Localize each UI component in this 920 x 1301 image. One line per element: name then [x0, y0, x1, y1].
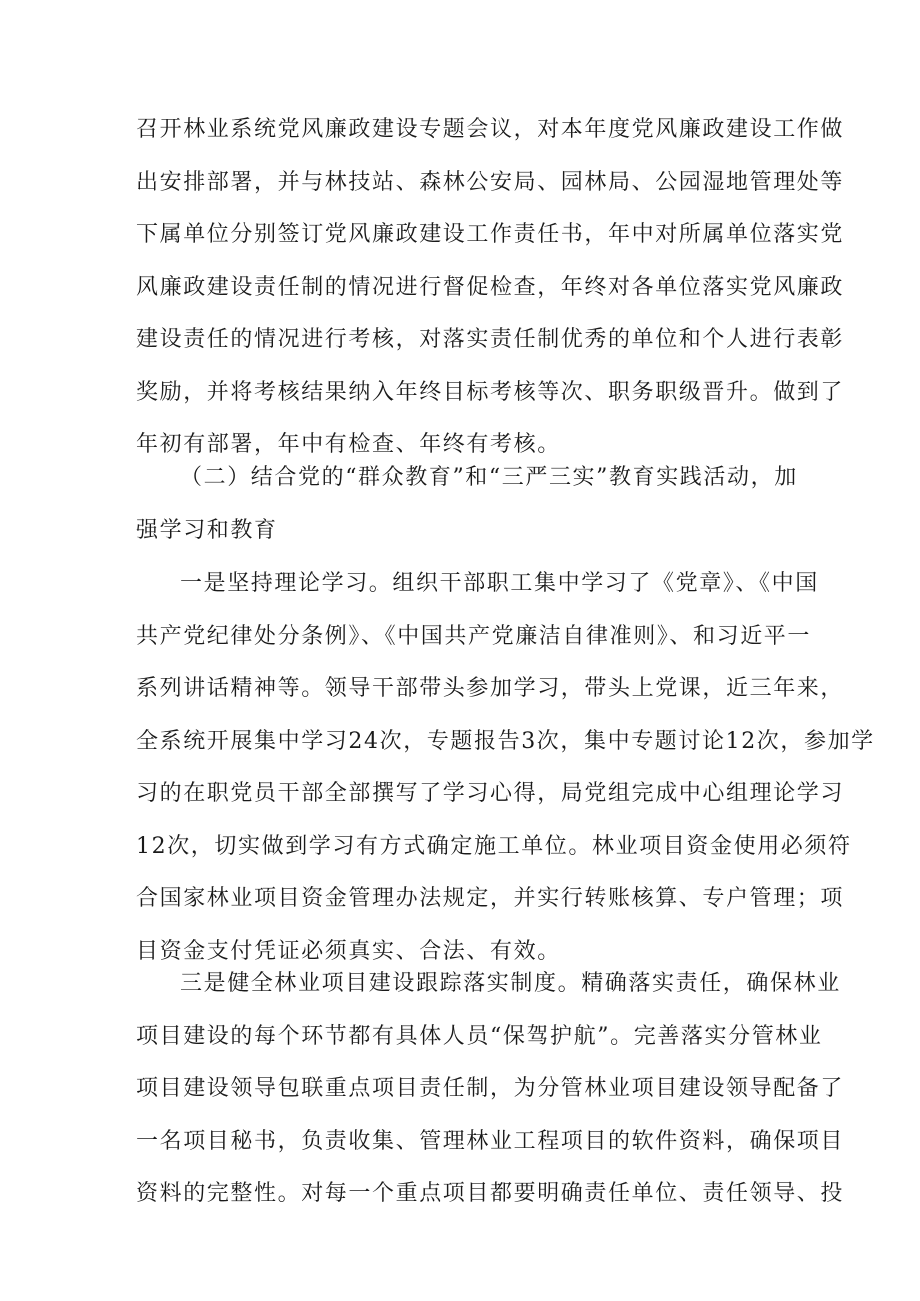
paragraph-3 — [136, 558, 875, 978]
text-line: 系列讲话精神等。领导干部带头参加学习，带头上党课，近三年来， — [136, 676, 845, 701]
paragraph-4 — [136, 958, 845, 1221]
text-line: 风廉政建设责任制的情况进行督促检查，年终对各单位落实党风廉政 — [136, 274, 845, 300]
text-line: 一名项目秘书，负责收集、管理林业工程项目的软件资料，确保项目 — [136, 1128, 845, 1154]
text-line: 全系统开展集中学习24次，专题报告3次，集中专题讨论12次，参加学 — [136, 728, 875, 754]
text-line: 下属单位分别签订党风廉政建设工作责任书，年中对所属单位落实党 — [136, 222, 845, 247]
paragraph-1 — [136, 104, 845, 472]
section-heading — [136, 452, 798, 557]
text-line: 年初有部署，年中有检查、年终有考核。 — [136, 432, 561, 457]
text-line: 习的在职党员干部全部撰写了学习心得，局党组完成中心组理论学习 — [136, 781, 845, 806]
text-line: 出安排部署，并与林技站、森林公安局、园林局、公园湿地管理处等 — [136, 169, 845, 195]
text-line: 共产党纪律处分条例》、《中国共产党廉洁自律准则》、和习近平一 — [136, 623, 812, 649]
text-line: 三是健全林业项目建设跟踪落实制度。精确落实责任，确保林业 — [180, 971, 841, 996]
text-line: 12次，切实做到学习有方式确定施工单位。林业项目资金使用必须符 — [136, 833, 852, 859]
text-line: （二）结合党的“群众教育”和“三严三实”教育实践活动，加 — [180, 465, 798, 490]
text-line: 目资金支付凭证必须真实、合法、有效。 — [136, 938, 561, 964]
text-line: 项目建设领导包联重点项目责任制，为分管林业项目建设领导配备了 — [136, 1076, 845, 1101]
text-line: 合国家林业项目资金管理办法规定，并实行转账核算、专户管理；项 — [136, 886, 845, 911]
text-line: 一是坚持理论学习。组织干部职工集中学习了《党章》、《中国 — [180, 571, 819, 596]
text-line: 项目建设的每个环节都有具体人员“保驾护航”。完善落实分管林业 — [136, 1023, 823, 1049]
text-line: 召开林业系统党风廉政建设专题会议，对本年度党风廉政建设工作做 — [136, 117, 845, 142]
text-line: 建设责任的情况进行考核，对落实责任制优秀的单位和个人进行表彰 — [136, 327, 845, 352]
text-line: 资料的完整性。对每一个重点项目都要明确责任单位、责任领导、投 — [136, 1181, 845, 1206]
text-line: 强学习和教育 — [136, 517, 278, 543]
text-line: 奖励，并将考核结果纳入年终目标考核等次、职务职级晋升。做到了 — [136, 379, 845, 405]
